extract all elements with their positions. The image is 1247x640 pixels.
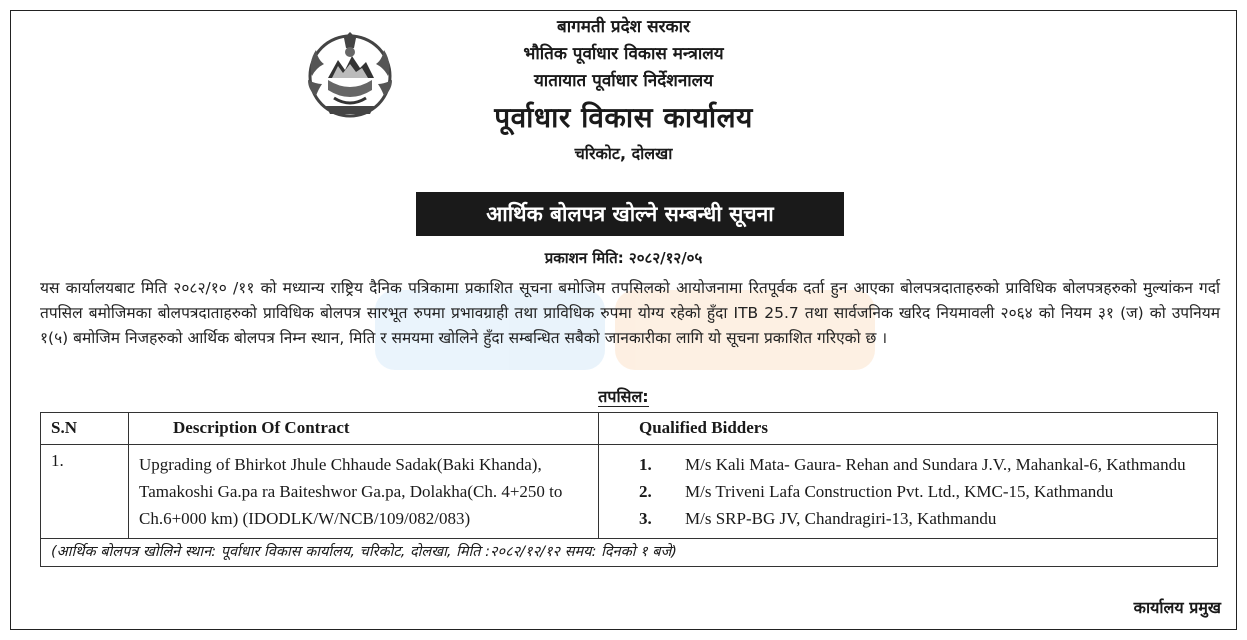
table-row <box>41 445 1218 539</box>
signature-office-chief: कार्यालय प्रमुख <box>1133 598 1221 617</box>
header <box>0 14 1247 167</box>
bidder-name: M/s Kali Mata- Gaura- Rehan and Sundara J.V., Mahankal-6, Kathmandu <box>685 455 1186 474</box>
bidder-item <box>639 505 1207 532</box>
bidder-number: 3. <box>639 509 652 528</box>
notice-body: यस कार्यालयबाट मिति २०८२/१० /११ को मध्यान्य राष्ट्रिय दैनिक पत्रिकामा प्रकाशित सूचना बमोजिम तपसिलको आयोजनामा रितपूर्वक दर्ता हुन आएका बोलपत्रदाताहरुको प्राविधिक बोलपत्रहरुको मुल्यांकन गर्दा तपसिल बमोजिमका बोलपत्रदाताहरुको प्राविधिक बोलपत्र सारभूत रुपमा प्रभावग्राही तथा प्राविधिक रुपमा योग्य रहेको हुँदा ITB 25.7 तथा सार्वजनिक खरिद नियमावली २०६४ को नियम ३१ (ज) को उपनियम १(५) बमोजिम निजहरुको आर्थिक बोलपत्र निम्न स्थान, मिति र समयमा खोलिने हुँदा सम्बन्धित सबैको जानकारीका लागि यो सूचना प्रकाशित गरिएको छ । <box>40 279 1220 347</box>
bidder-item <box>639 478 1207 505</box>
publication-date: प्रकाशन मिति: २०८२/१२/०५ <box>544 249 703 267</box>
opening-venue-note: (आर्थिक बोलपत्र खोलिने स्थान: पूर्वाधार विकास कार्यालय, चरिकोट, दोलखा, मिति :२०८२/१२/१२ समय: दिनको १ बजे) <box>41 539 1218 567</box>
table-footer-row <box>41 539 1218 567</box>
header-description: Description Of Contract <box>129 413 599 445</box>
notice-title: आर्थिक बोलपत्र खोल्ने सम्बन्धी सूचना <box>416 192 844 236</box>
contract-table <box>40 412 1218 567</box>
bidder-item <box>639 451 1207 478</box>
row-description: Upgrading of Bhirkot Jhule Chhaude Sadak(Baki Khanda), Tamakoshi Ga.pa ra Baiteshwor Ga.pa, Dolakha(Ch. 4+250 to Ch.6+000 km) (IDODLK/W/NCB/109/082/083) <box>129 445 599 539</box>
row-sn: 1. <box>41 445 129 539</box>
directorate-name: यातायात पूर्वाधार निर्देशनालय <box>533 71 714 91</box>
table-header-row <box>41 413 1218 445</box>
details-heading-label: तपसिल: <box>598 387 649 406</box>
details-heading <box>0 386 1247 408</box>
header-sn: S.N <box>41 413 129 445</box>
government-name: बागमती प्रदेश सरकार <box>557 17 690 37</box>
office-location: चरिकोट, दोलखा <box>574 144 673 163</box>
bidder-name: M/s Triveni Lafa Construction Pvt. Ltd., KMC-15, Kathmandu <box>685 482 1114 501</box>
header-bidders: Qualified Bidders <box>599 413 1218 445</box>
bidder-number: 1. <box>639 455 652 474</box>
office-name: पूर्वाधार विकास कार्यालय <box>494 101 753 134</box>
row-bidders <box>599 445 1218 539</box>
bidder-name: M/s SRP-BG JV, Chandragiri-13, Kathmandu <box>685 509 997 528</box>
ministry-name: भौतिक पूर्वाधार विकास मन्त्रालय <box>523 44 724 64</box>
bidder-number: 2. <box>639 482 652 501</box>
